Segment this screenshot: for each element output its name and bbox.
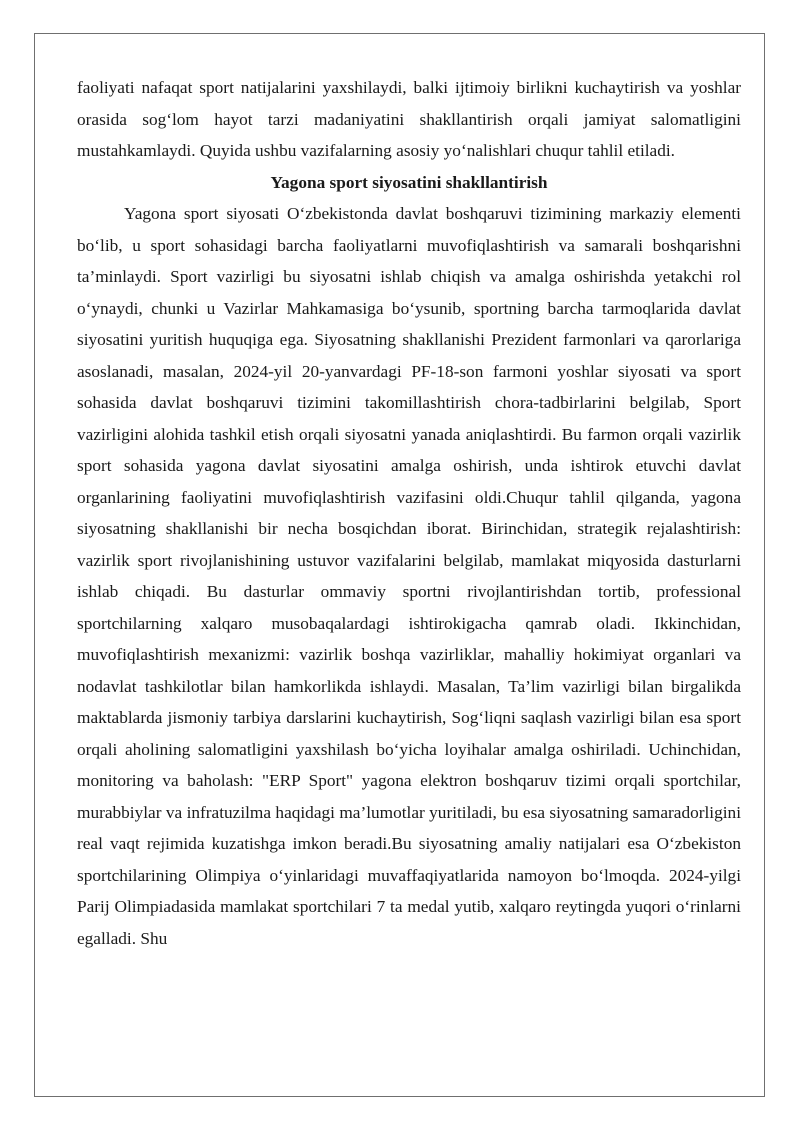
continuation-paragraph: faoliyati nafaqat sport natijalarini yaxshilaydi, balki ijtimoiy birlikni kuchaytirish va yoshlar orasida sog‘lom hayot tarzi madaniyatini shakllantirish orqali jamiyat salomatligini mustahkamlaydi. Quyida ushbu vazifalarning asosiy yo‘nalishlari chuqur tahlil etiladi. [77, 78, 741, 160]
body-paragraph: Yagona sport siyosati O‘zbekistonda davlat boshqaruvi tizimining markaziy elementi bo‘lib, u sport sohasidagi barcha faoliyatlarni muvofiqlashtirish va samarali boshqarishni ta’minlaydi. Sport vazirligi bu siyosatni ishlab chiqish va amalga oshirishda yetakchi rol o‘ynaydi, chunki u Vazirlar Mahkamasiga bo‘ysunib, sportning barcha tarmoqlarida davlat siyosatini yuritish huquqiga ega. Siyosatning shakllanishi Prezident farmonlari va qarorlariga asoslanadi, masalan, 2024-yil 20-yanvardagi PF-18-son farmoni yoshlar siyosati va sport sohasida davlat boshqaruvi tizimini takomillashtirish chora-tadbirlarini belgilab, Sport vazirligini alohida tashkil etish orqali siyosatni yanada aniqlashtirdi. Bu farmon orqali vazirlik sport sohasida yagona davlat siyosatini amalga oshirish, unda ishtirok etuvchi davlat organlarining faoliyatini muvofiqlashtirish vazifasini oldi.Chuqur tahlil qilganda, yagona siyosatning shakllanishi bir necha bosqichdan iborat. Birinchidan, strategik rejalashtirish: vazirlik sport rivojlanishining ustuvor vazifalarini belgilab, mamlakat miqyosida dasturlarni ishlab chiqadi. Bu dasturlar ommaviy sportni rivojlantirishdan tortib, professional sportchilarning xalqaro musobaqalardagi ishtirokigacha qamrab oladi. Ikkinchidan, muvofiqlashtirish mexanizmi: vazirlik boshqa vazirliklar, mahalliy hokimiyat organlari va nodavlat tashkilotlar bilan hamkorlikda ishlaydi. Masalan, Ta’lim vazirligi bilan birgalikda maktablarda jismoniy tarbiya darslarini kuchaytirish, Sog‘liqni saqlash vazirligi bilan esa sport orqali aholining salomatligini yaxshilash bo‘yicha loyihalar amalga oshiriladi. Uchinchidan, monitoring va baholash: "ERP Sport" yagona elektron boshqaruv tizimi orqali sportchilar, murabbiylar va infratuzilma haqidagi ma’lumotlar yuritiladi, bu esa siyosatning samaradorligini real vaqt rejimida kuzatishga imkon beradi.Bu siyosatning amaliy natijalari esa O‘zbekiston sportchilarining Olimpiya o‘yinlaridagi muvaffaqiyatlarida namoyon bo‘lmoqda. 2024-yilgi Parij Olimpiadasida mamlakat sportchilari 7 ta medal yutib, xalqaro reytingda yuqori o‘rinlarni egalladi. Shu [77, 204, 741, 948]
section-heading: Yagona sport siyosatini shakllantirish [270, 172, 548, 192]
document-body [77, 72, 741, 954]
